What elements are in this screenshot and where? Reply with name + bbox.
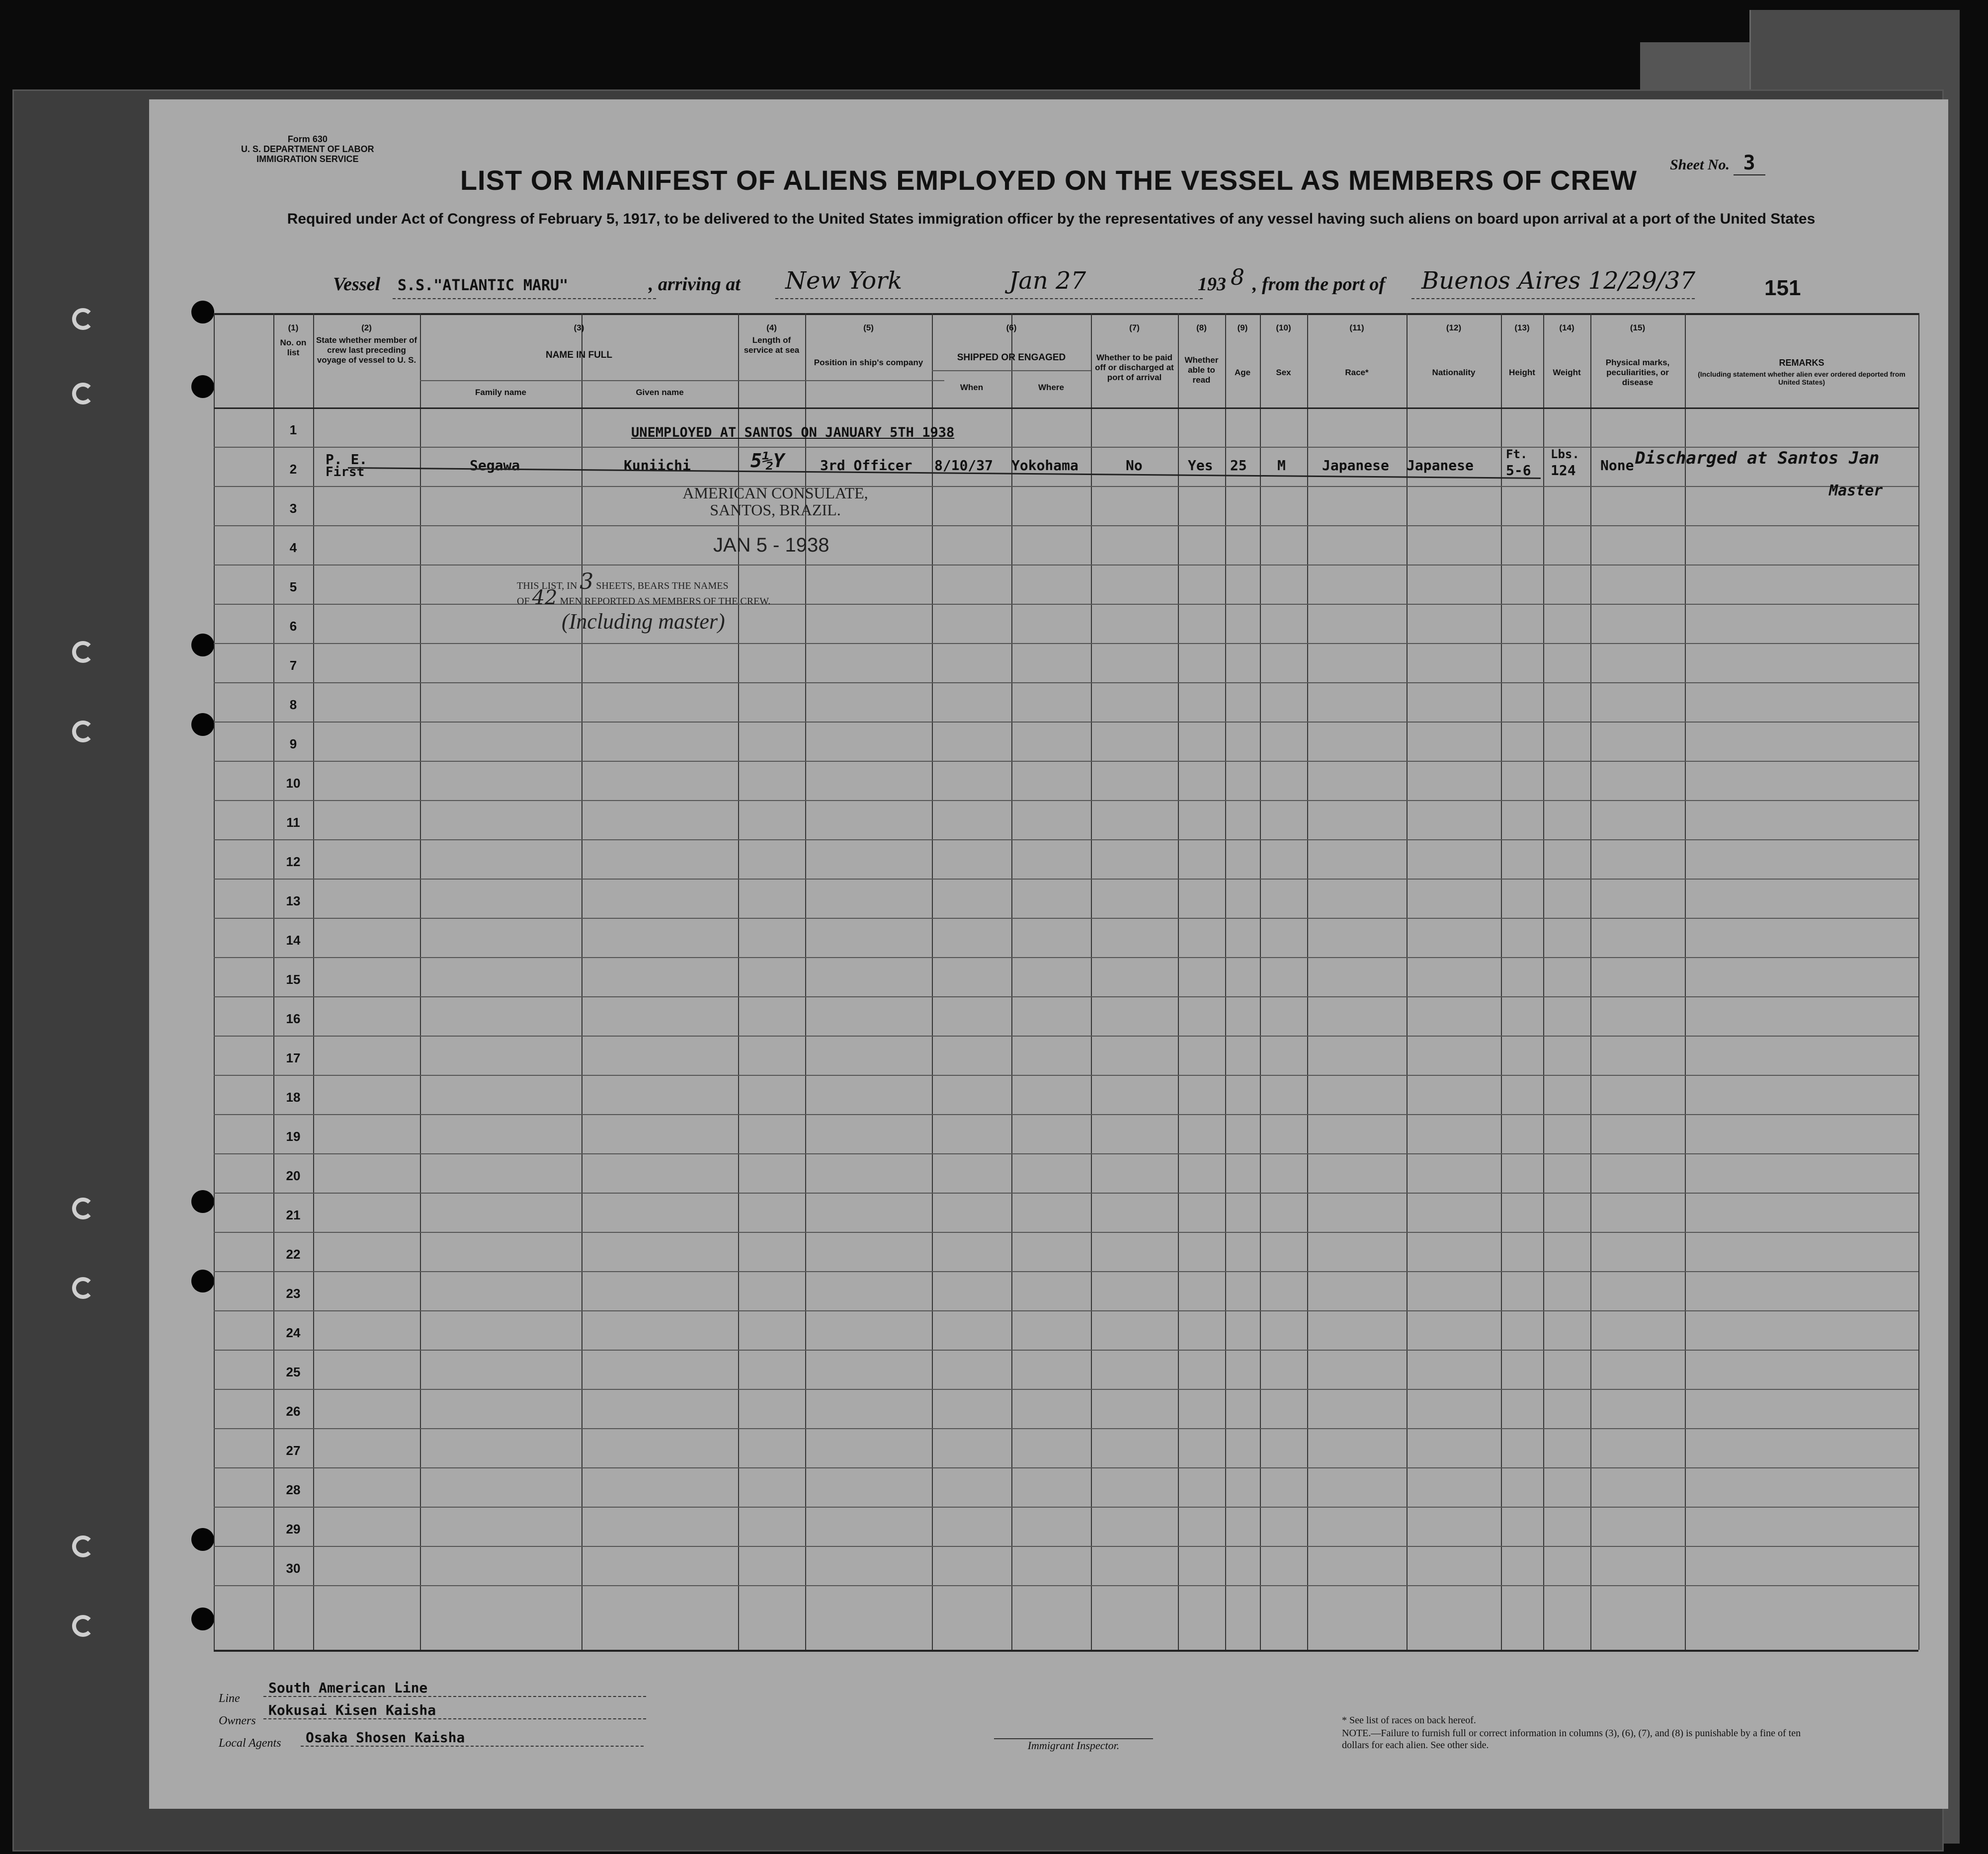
column-divider [1225, 313, 1226, 1650]
col-num: (8) [1196, 323, 1207, 332]
entry-nationality: Japanese [1407, 457, 1474, 474]
column-divider [1918, 313, 1919, 1650]
column-divider [1590, 313, 1591, 1650]
row-number: 26 [286, 1404, 301, 1419]
row-line [214, 761, 1918, 762]
folio-number: 151 [1764, 276, 1801, 300]
line-label: Line [219, 1692, 240, 1705]
col-num: (10) [1276, 323, 1291, 332]
col-num: (7) [1129, 323, 1140, 332]
header-crew-status: State whether member of crew last preceding voyage of vessel to U. S. [316, 335, 417, 365]
entry-able-to-read: Yes [1188, 457, 1213, 474]
page-subtitle: Required under Act of Congress of February 5, 1917, to be delivered to the United States immigration officer by the representatives of any vessel having such aliens on board upon arrival at a port of the United States [287, 211, 1816, 227]
stamp-date: JAN 5 - 1938 [713, 534, 829, 556]
header-name-in-full: NAME IN FULL [545, 350, 613, 360]
year-suffix: 8 [1231, 265, 1244, 290]
column-divider [214, 313, 215, 1650]
row-number: 7 [289, 658, 297, 673]
entry-family-name: Segawa [470, 457, 520, 474]
entry-sex: M [1277, 457, 1286, 474]
row-line [214, 722, 1918, 723]
footnote-races: * See list of races on back hereof. [1342, 1715, 1476, 1726]
from-port: Buenos Aires 12/29/37 [1421, 267, 1696, 295]
service-name: IMMIGRATION SERVICE [256, 154, 359, 164]
col-num: (13) [1514, 323, 1530, 332]
punch-hole-icon [191, 1190, 214, 1213]
row-line [214, 1153, 1918, 1154]
binder-ring-icon [72, 641, 94, 663]
row-line [214, 525, 1918, 526]
stamp-text: SHEETS, BEARS THE NAMES [596, 580, 729, 591]
agents-label: Local Agents [219, 1737, 281, 1750]
stamp-sheets-count: 3 [580, 569, 594, 594]
row-line [214, 879, 1918, 880]
punch-hole-icon [191, 634, 214, 656]
consulate-stamp [671, 484, 880, 518]
row-line [214, 918, 1918, 919]
entry-race: Japanese [1322, 457, 1389, 474]
entry-remarks-signature: Master [1829, 482, 1883, 499]
row-line [214, 1546, 1918, 1547]
col-num: (15) [1630, 323, 1646, 332]
row-line [214, 1271, 1918, 1272]
stamp-men-count: 42 [532, 586, 558, 609]
entry-service-length: 5½Y [750, 450, 785, 472]
header-length-of-service: Length of service at sea [744, 335, 800, 355]
column-divider [1011, 313, 1012, 1650]
form-number: Form 630 [287, 134, 328, 144]
col-num: (14) [1559, 323, 1574, 332]
header-able-to-read: Whether able to read [1184, 355, 1219, 385]
row-number: 5 [289, 579, 297, 594]
row-number: 22 [286, 1247, 301, 1262]
col-num: (1) [288, 323, 299, 332]
from-label: , from the port of [1252, 274, 1386, 295]
header-remarks-note: (Including statement whether alien ever ordered deported from United States) [1698, 370, 1905, 386]
stamp-text: OF [517, 596, 530, 607]
row-line [214, 839, 1918, 840]
sheet-value: 3 [1734, 152, 1765, 175]
col-num: (5) [863, 323, 874, 332]
column-divider [1260, 313, 1261, 1650]
col-num: (9) [1237, 323, 1248, 332]
row-number: 17 [286, 1050, 301, 1065]
row-line [214, 447, 1918, 448]
header-physical-marks: Physical marks, peculiarities, or disease [1605, 358, 1670, 387]
vessel-name: S.S."ATLANTIC MARU" [398, 277, 569, 294]
punch-hole-icon [191, 713, 214, 736]
row-number: 25 [286, 1365, 301, 1379]
header-paid-off: Whether to be paid off or discharged at port of arrival [1095, 353, 1174, 382]
row-line [214, 1036, 1918, 1037]
col-num: (3) [574, 323, 584, 332]
header-nationality: Nationality [1432, 368, 1476, 377]
binder-ring-icon [72, 1535, 94, 1557]
unemployed-note: UNEMPLOYED AT SANTOS ON JANUARY 5TH 1938 [631, 425, 955, 440]
row-number: 2 [289, 462, 297, 477]
stamp-list-text [517, 586, 770, 609]
vessel-label: Vessel [333, 274, 380, 295]
column-divider [1685, 313, 1686, 1650]
header-age: Age [1234, 368, 1251, 377]
header-race: Race* [1345, 368, 1369, 377]
row-number: 11 [286, 815, 300, 830]
entry-shipped-when: 8/10/37 [934, 457, 994, 474]
row-number: 30 [286, 1561, 301, 1576]
sheet-label: Sheet No. [1670, 157, 1730, 173]
owners-label: Owners [219, 1714, 256, 1727]
row-number: 23 [286, 1286, 301, 1301]
row-line [214, 800, 1918, 801]
row-number: 29 [286, 1522, 301, 1536]
arriving-underline [775, 298, 1203, 299]
stamp-including-master: (Including master) [562, 609, 725, 634]
year-prefix: 193 [1198, 274, 1226, 295]
column-divider [1178, 313, 1179, 1650]
stamp-text: MEN REPORTED AS MEMBERS OF THE CREW. [560, 596, 771, 607]
row-number: 24 [286, 1325, 301, 1340]
binder-ring-icon [72, 721, 94, 742]
immigrant-inspector-signature-line: Immigrant Inspector. [994, 1738, 1153, 1752]
name-subheader-line [420, 380, 944, 381]
row-number: 4 [289, 540, 297, 555]
column-divider [1307, 313, 1308, 1650]
row-number: 12 [286, 854, 301, 869]
column-divider [1407, 313, 1408, 1650]
entry-shipped-where: Yokohama [1011, 457, 1078, 474]
punch-hole-icon [191, 1270, 214, 1292]
table-bottom-border [214, 1650, 1918, 1652]
row-line [214, 486, 1918, 487]
binder-ring-icon [72, 383, 94, 404]
row-line [214, 1310, 1918, 1311]
header-height: Height [1509, 368, 1535, 377]
row-number: 27 [286, 1443, 301, 1458]
col-num: (11) [1349, 323, 1364, 332]
row-line [214, 682, 1918, 683]
row-line [214, 1428, 1918, 1429]
row-number: 15 [286, 972, 301, 987]
header-weight: Weight [1553, 368, 1581, 377]
header-remarks: REMARKS [1779, 358, 1824, 368]
punch-hole-icon [191, 1608, 214, 1630]
arriving-port: New York [785, 267, 903, 295]
entry-weight-unit: Lbs. [1551, 447, 1579, 461]
row-line [214, 1507, 1918, 1508]
stamp-text: THIS LIST, IN [517, 580, 578, 591]
column-divider [932, 313, 933, 1650]
vessel-line [149, 265, 1948, 306]
col-num: (12) [1446, 323, 1462, 332]
row-line [214, 1467, 1918, 1468]
row-number: 28 [286, 1482, 301, 1497]
row-number: 13 [286, 893, 301, 908]
header-position: Position in ship's company [814, 358, 923, 367]
col-num: (2) [361, 323, 372, 332]
department-name: U. S. DEPARTMENT OF LABOR [241, 144, 374, 154]
punch-hole-icon [191, 1528, 214, 1551]
form-reference [241, 134, 374, 164]
header-family-name: Family name [475, 388, 526, 397]
binder-ring-icon [72, 308, 94, 330]
footnote-penalty: NOTE.—Failure to furnish full or correct information in columns (3), (6), (7), and (8) is punishable by a fine of ten dollars for each alien. See other side. [1342, 1728, 1801, 1751]
punch-hole-icon [191, 375, 214, 398]
binder-ring-icon [72, 1277, 94, 1299]
table-top-border [214, 313, 1918, 315]
page-title: LIST OR MANIFEST OF ALIENS EMPLOYED ON THE VESSEL AS MEMBERS OF CREW [460, 164, 1638, 196]
entry-status-voyage: First [326, 465, 365, 480]
row-number: 21 [286, 1208, 301, 1222]
entry-paid-off: No [1126, 457, 1143, 474]
row-line [214, 1075, 1918, 1076]
row-number: 9 [289, 736, 297, 751]
column-divider [420, 313, 421, 1650]
header-where: Where [1038, 383, 1064, 392]
column-divider [1091, 313, 1092, 1650]
entry-age: 25 [1230, 457, 1247, 474]
row-line [214, 1232, 1918, 1233]
binder-ring-icon [72, 1615, 94, 1637]
header-bottom-line [214, 407, 1918, 409]
header-shipped-or-engaged: SHIPPED OR ENGAGED [957, 352, 1066, 363]
entry-weight: 124 [1551, 462, 1576, 479]
row-line [214, 1114, 1918, 1115]
entry-height: 5-6 [1506, 462, 1531, 479]
row-number: 16 [286, 1011, 301, 1026]
owners-value: Kokusai Kisen Kaisha [263, 1702, 646, 1719]
column-divider [1501, 313, 1502, 1650]
entry-physical-marks: None [1600, 457, 1634, 474]
row-line [214, 996, 1918, 997]
row-line [214, 1350, 1918, 1351]
from-underline [1411, 298, 1695, 299]
col-num: (4) [766, 323, 777, 332]
column-divider [1543, 313, 1544, 1650]
row-line [214, 1193, 1918, 1194]
row-line [214, 957, 1918, 958]
row-number: 20 [286, 1168, 301, 1183]
header-no-on-list: No. on list [280, 338, 307, 357]
crew-table [214, 313, 1918, 1650]
header-when: When [960, 383, 984, 392]
row-line [214, 1389, 1918, 1390]
agents-value: Osaka Shosen Kaisha [301, 1729, 644, 1747]
row-number: 10 [286, 776, 301, 791]
arriving-label: , arriving at [649, 274, 741, 295]
row-number: 1 [289, 422, 297, 437]
row-line [214, 1585, 1918, 1586]
header-sex: Sex [1276, 368, 1291, 377]
row-line [214, 643, 1918, 644]
row-number: 8 [289, 697, 297, 712]
row-number: 18 [286, 1090, 301, 1105]
row-line [214, 604, 1918, 605]
entry-given-name: Kuniichi [624, 457, 691, 474]
binder-ring-icon [72, 1198, 94, 1219]
column-divider [581, 313, 582, 1650]
line-value: South American Line [263, 1680, 646, 1697]
row-line [214, 564, 1918, 565]
row-number: 14 [286, 933, 301, 948]
entry-status: P. E. [326, 451, 368, 468]
row-number: 6 [289, 619, 297, 634]
entry-position: 3rd Officer [820, 457, 912, 474]
shipped-subheader-line [932, 370, 1091, 371]
column-divider [313, 313, 314, 1650]
header-given-name: Given name [636, 388, 684, 397]
stamp-line: AMERICAN CONSULATE, [682, 484, 868, 502]
entry-height-unit: Ft. [1506, 447, 1528, 461]
row-number: 3 [289, 501, 297, 516]
vessel-underline [393, 298, 656, 299]
stamp-line: SANTOS, BRAZIL. [710, 501, 841, 519]
entry-remarks: Discharged at Santos Jan [1635, 448, 1880, 468]
col-num: (6) [1006, 323, 1017, 332]
manifest-page [149, 99, 1948, 1809]
row-number: 19 [286, 1129, 301, 1144]
arrival-date: Jan 27 [1009, 267, 1086, 295]
